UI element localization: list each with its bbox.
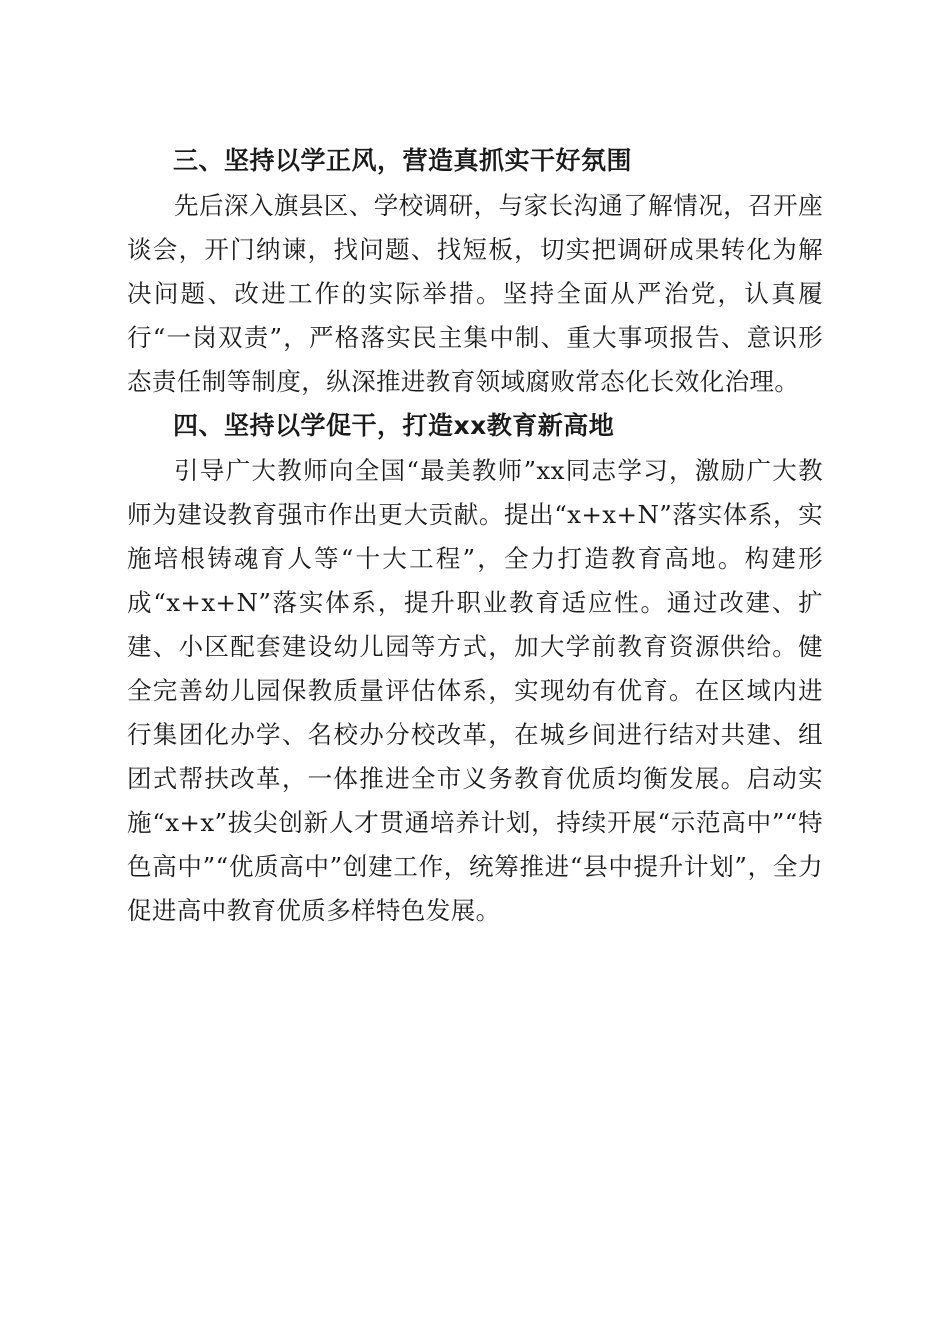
section-paragraph-4: 引导广大教师向全国“最美教师”xx同志学习，激励广大教师为建设教育强市作出更大贡献。提出“x+x+N”落实体系，实施培根铸魂育人等“十大工程”，全力打造教育高地。构建形成“x+x+N”落实体系，提升职业教育适应性。通过改建、扩建、小区配套建设幼儿园等方式，加大学前教育资源供给。健全完善幼儿园保教质量评估体系，实现幼有优育。在区域内进行集团化办学、名校办分校改革，在城乡间进行结对共建、组团式帮扶改革，一体推进全市义务教育优质均衡发展。启动实施“x+x”拔尖创新人才贯通培养计划，持续开展“示范高中”“特色高中”“优质高中”创建工作，统筹推进“县中提升计划”，全力促进高中教育优质多样特色发展。 — [127, 456, 823, 925]
section-heading-3: 三、坚持以学正风，营造真抓实干好氛围 — [173, 146, 633, 175]
section-paragraph-3: 先后深入旗县区、学校调研，与家长沟通了解情况，召开座谈会，开门纳谏，找问题、找短板，切实把调研成果转化为解决问题、改进工作的实际举措。坚持全面从严治党，认真履行“一岗双责”，严格落实民主集中制、重大事项报告、意识形态责任制等制度，纵深推进教育领域腐败常态化长效化治理。 — [127, 191, 823, 396]
document-content — [127, 137, 823, 933]
section-heading-4: 四、坚持以学促干，打造xx教育新高地 — [173, 411, 615, 440]
